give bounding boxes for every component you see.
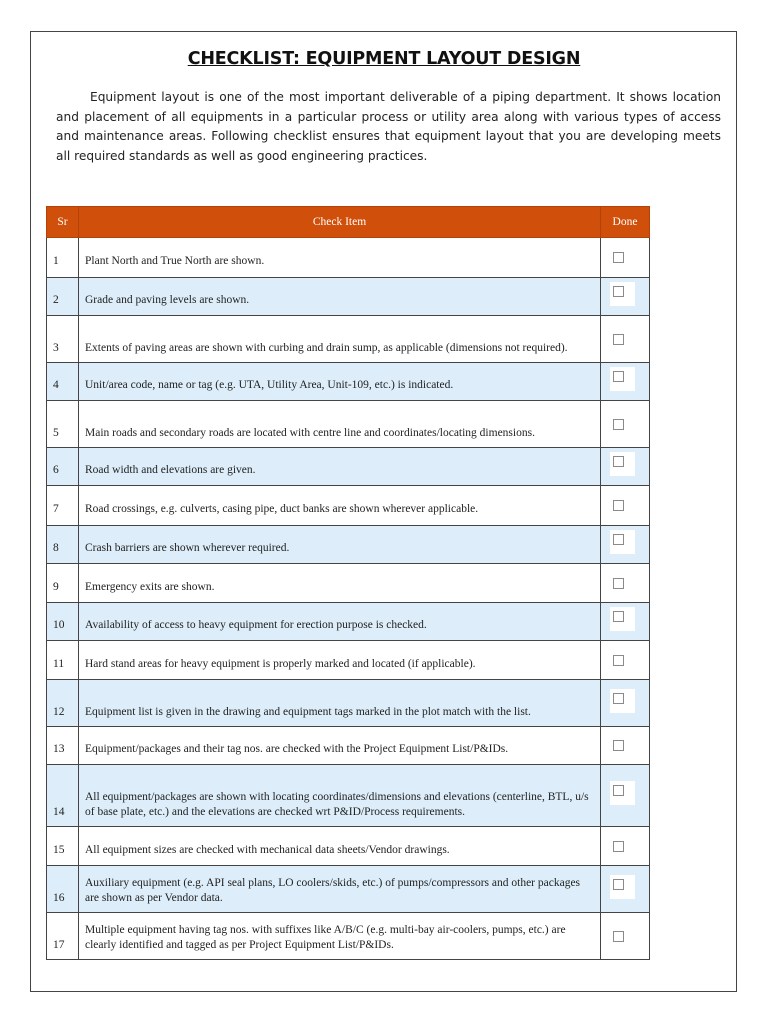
checkbox-container: [610, 367, 635, 391]
table-row: [47, 727, 650, 765]
row-done-cell: [601, 316, 650, 363]
checkbox-container: [610, 607, 635, 631]
row-sr-number: 9: [47, 564, 79, 603]
checkbox-container: [601, 740, 649, 751]
checkbox-container: [601, 419, 649, 430]
row-check-item: Equipment/packages and their tag nos. are checked with the Project Equipment List/P&IDs.: [79, 727, 601, 765]
done-checkbox[interactable]: [613, 879, 624, 890]
row-done-cell: [601, 765, 650, 827]
row-done-cell: [601, 401, 650, 448]
row-sr-number: 10: [47, 603, 79, 641]
row-check-item: Equipment list is given in the drawing and equipment tags marked in the plot match with the list.: [79, 680, 601, 727]
header-done: Done: [601, 207, 650, 238]
table-row: [47, 913, 650, 960]
done-checkbox[interactable]: [613, 785, 624, 796]
row-check-item: Road crossings, e.g. culverts, casing pipe, duct banks are shown wherever applicable.: [79, 486, 601, 526]
row-done-cell: [601, 526, 650, 564]
table-row: [47, 316, 650, 363]
row-check-item: Hard stand areas for heavy equipment is properly marked and located (if applicable).: [79, 641, 601, 680]
row-done-cell: [601, 238, 650, 278]
done-checkbox[interactable]: [613, 371, 624, 382]
done-checkbox[interactable]: [613, 500, 624, 511]
row-check-item: Availability of access to heavy equipment for erection purpose is checked.: [79, 603, 601, 641]
checkbox-container: [610, 875, 635, 899]
row-done-cell: [601, 641, 650, 680]
checkbox-container: [610, 781, 635, 805]
table-row: [47, 680, 650, 727]
table-row: [47, 564, 650, 603]
row-done-cell: [601, 727, 650, 765]
page-title: CHECKLIST: EQUIPMENT LAYOUT DESIGN: [187, 49, 581, 69]
checklist-body: [47, 238, 650, 960]
row-check-item: Unit/area code, name or tag (e.g. UTA, Utility Area, Unit-109, etc.) is indicated.: [79, 363, 601, 401]
checkbox-container: [610, 452, 635, 476]
row-check-item: Plant North and True North are shown.: [79, 238, 601, 278]
row-done-cell: [601, 913, 650, 960]
table-row: [47, 448, 650, 486]
done-checkbox[interactable]: [613, 456, 624, 467]
header-check-item: Check Item: [79, 207, 601, 238]
row-sr-number: 8: [47, 526, 79, 564]
row-check-item: Multiple equipment having tag nos. with suffixes like A/B/C (e.g. multi-bay air-coolers, pumps, etc.) are clearly identified and tagged as per Project Equipment List/P&IDs.: [79, 913, 601, 960]
table-row: [47, 486, 650, 526]
row-sr-number: 7: [47, 486, 79, 526]
row-done-cell: [601, 866, 650, 913]
checkbox-container: [601, 252, 649, 263]
row-sr-number: 16: [47, 866, 79, 913]
row-sr-number: 13: [47, 727, 79, 765]
row-check-item: Auxiliary equipment (e.g. API seal plans, LO coolers/skids, etc.) of pumps/compressors and other packages are shown as per Vendor data.: [79, 866, 601, 913]
done-checkbox[interactable]: [613, 286, 624, 297]
checkbox-container: [601, 841, 649, 852]
table-header-row: [47, 207, 650, 238]
done-checkbox[interactable]: [613, 841, 624, 852]
row-sr-number: 17: [47, 913, 79, 960]
table-row: [47, 641, 650, 680]
row-done-cell: [601, 448, 650, 486]
checklist-table: [46, 206, 650, 960]
row-done-cell: [601, 486, 650, 526]
row-sr-number: 3: [47, 316, 79, 363]
table-row: [47, 238, 650, 278]
row-done-cell: [601, 827, 650, 866]
row-done-cell: [601, 564, 650, 603]
done-checkbox[interactable]: [613, 740, 624, 751]
table-row: [47, 526, 650, 564]
done-checkbox[interactable]: [613, 693, 624, 704]
row-sr-number: 1: [47, 238, 79, 278]
table-row: [47, 278, 650, 316]
checkbox-container: [601, 578, 649, 589]
checkbox-container: [610, 530, 635, 554]
done-checkbox[interactable]: [613, 419, 624, 430]
row-check-item: Main roads and secondary roads are located with centre line and coordinates/locating dimensions.: [79, 401, 601, 448]
row-done-cell: [601, 680, 650, 727]
checkbox-container: [601, 931, 649, 942]
row-check-item: Grade and paving levels are shown.: [79, 278, 601, 316]
table-row: [47, 603, 650, 641]
row-sr-number: 6: [47, 448, 79, 486]
row-check-item: Road width and elevations are given.: [79, 448, 601, 486]
table-row: [47, 827, 650, 866]
row-done-cell: [601, 603, 650, 641]
checkbox-container: [601, 655, 649, 666]
row-sr-number: 5: [47, 401, 79, 448]
done-checkbox[interactable]: [613, 578, 624, 589]
intro-paragraph: Equipment layout is one of the most important deliverable of a piping department. It shows location and placement of all equipments in a particular process or utility area along with various types of access and maintenance areas. Following checklist ensures that equipment layout that you are developing meets all required standards as well as good engineering practices.: [56, 90, 721, 163]
row-check-item: Extents of paving areas are shown with curbing and drain sump, as applicable (dimensions not required).: [79, 316, 601, 363]
row-check-item: All equipment/packages are shown with locating coordinates/dimensions and elevations (centerline, BTL, u/s of base plate, etc.) and the elevations are checked wrt P&ID/Process requirements.: [79, 765, 601, 827]
checkbox-container: [601, 500, 649, 511]
table-row: [47, 363, 650, 401]
row-sr-number: 11: [47, 641, 79, 680]
done-checkbox[interactable]: [613, 611, 624, 622]
done-checkbox[interactable]: [613, 252, 624, 263]
done-checkbox[interactable]: [613, 334, 624, 345]
table-row: [47, 401, 650, 448]
row-check-item: Crash barriers are shown wherever required.: [79, 526, 601, 564]
row-done-cell: [601, 363, 650, 401]
done-checkbox[interactable]: [613, 655, 624, 666]
header-sr: Sr: [47, 207, 79, 238]
done-checkbox[interactable]: [613, 931, 624, 942]
row-sr-number: 12: [47, 680, 79, 727]
checkbox-container: [610, 282, 635, 306]
table-row: [47, 866, 650, 913]
row-sr-number: 15: [47, 827, 79, 866]
row-done-cell: [601, 278, 650, 316]
checkbox-container: [610, 689, 635, 713]
row-sr-number: 14: [47, 765, 79, 827]
row-sr-number: 4: [47, 363, 79, 401]
checkbox-container: [601, 334, 649, 345]
table-row: [47, 765, 650, 827]
row-check-item: Emergency exits are shown.: [79, 564, 601, 603]
row-check-item: All equipment sizes are checked with mechanical data sheets/Vendor drawings.: [79, 827, 601, 866]
done-checkbox[interactable]: [613, 534, 624, 545]
row-sr-number: 2: [47, 278, 79, 316]
